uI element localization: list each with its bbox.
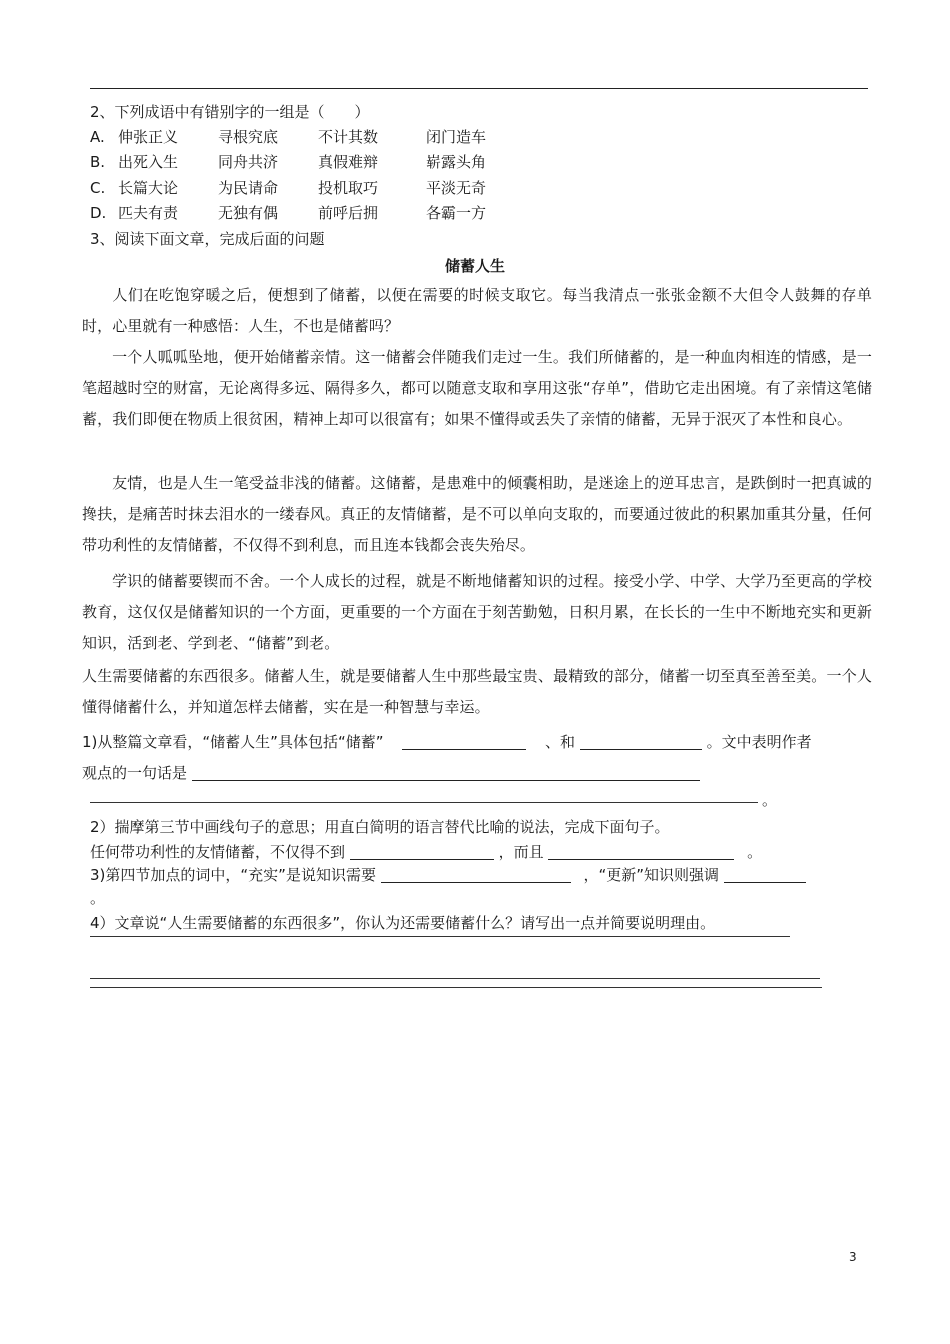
option-idiom: 寻根究底 <box>218 128 279 146</box>
sub-question-2-line: 任何带功利性的友情储蓄，不仅得不到 ，而且 。 <box>90 843 763 861</box>
option-idiom: 为民请命 <box>218 179 279 197</box>
sub-question-3-end: 。 <box>90 889 106 907</box>
option-label: A. <box>90 128 105 146</box>
article-title: 储蓄人生 <box>444 257 505 275</box>
sub-question-2-stem: 2）揣摩第三节中画线句子的意思；用直白简明的语言替代比喻的说法，完成下面句子。 <box>90 818 670 836</box>
sub-question-1-line-2: 观点的一句话是 <box>82 763 700 783</box>
article-paragraph-3: 友情，也是人生一笔受益非浅的储蓄。这储蓄，是患难中的倾囊相助，是迷途上的逆耳忠言，是跌倒时一把真诚的搀扶，是痛苦时抹去泪水的一缕春风。真正的友情储蓄，是不可以单向支取的，而要通过彼此的积累加重其分量，任何带功利性的友情储蓄，不仅得不到利息，而且连本钱都会丧失殆尽。 <box>82 474 872 554</box>
option-idiom: 真假难辩 <box>318 153 379 171</box>
article-paragraph-5: 人生需要储蓄的东西很多。储蓄人生，就是要储蓄人生中那些最宝贵、最精致的部分，储蓄一切至真至善至美。一个人懂得储蓄什么，并知道怎样去储蓄，实在是一种智慧与幸运。 <box>82 667 872 716</box>
article-paragraph-1: 人们在吃饱穿暖之后，便想到了储蓄，以便在需要的时候支取它。每当我清点一张张金额不大但令人鼓舞的存单时，心里就有一种感悟：人生，不也是储蓄吗？ <box>82 286 872 335</box>
option-idiom: 投机取巧 <box>318 179 379 197</box>
option-idiom: 无独有偶 <box>218 204 279 222</box>
option-label: D. <box>90 204 107 222</box>
header-rule <box>90 88 868 89</box>
page-number: 3 <box>849 1250 857 1264</box>
option-idiom: 伸张正义 <box>118 128 179 146</box>
answer-line-10[interactable] <box>90 978 820 979</box>
article-paragraph-4: 学识的储蓄要锲而不舍。一个人成长的过程，就是不断地储蓄知识的过程。接受小学、中学、大学乃至更高的学校教育，这仅仅是储蓄知识的一个方面，更重要的一个方面在于刻苦勤勉，日积月累，在长长的一生中不断地充实和更新知识，活到老、学到老、“储蓄”到老。 <box>82 572 872 652</box>
question-3-stem: 3、阅读下面文章，完成后面的问题 <box>90 230 325 248</box>
option-idiom: 平淡无奇 <box>426 179 487 197</box>
answer-line-9[interactable] <box>90 936 790 937</box>
question-2-stem: 2、下列成语中有错别字的一组是（ ） <box>90 103 370 121</box>
answer-blank-7[interactable] <box>381 866 571 883</box>
option-idiom: 闭门造车 <box>426 128 487 146</box>
option-idiom: 不计其数 <box>318 128 379 146</box>
sub-question-4-stem: 4）文章说“人生需要储蓄的东西很多”，你认为还需要储蓄什么？请写出一点并简要说明理由。 <box>90 914 716 932</box>
article-paragraph-2: 一个人呱呱坠地，便开始储蓄亲情。这一储蓄会伴随我们走过一生。我们所储蓄的，是一种血肉相连的情感，是一笔超越时空的财富，无论离得多远、隔得多久，都可以随意支取和享用这张“存单”，借助它走出困境。有了亲情这笔储蓄，我们即便在物质上很贫困，精神上却可以很富有；如果不懂得或丢失了亲情的储蓄，无异于泯灭了本性和良心。 <box>82 348 872 428</box>
answer-blank-1[interactable] <box>402 733 526 750</box>
option-idiom: 匹夫有责 <box>118 204 179 222</box>
answer-blank-8[interactable] <box>724 866 806 883</box>
option-idiom: 同舟共济 <box>218 153 279 171</box>
option-label: C. <box>90 179 106 197</box>
sub-question-1-end: 。 <box>762 791 778 809</box>
option-idiom: 前呼后拥 <box>318 204 379 222</box>
option-label: B. <box>90 153 106 171</box>
answer-blank-6[interactable] <box>548 843 734 860</box>
answer-line-4[interactable] <box>90 802 758 803</box>
answer-blank-2[interactable] <box>580 733 702 750</box>
option-idiom: 长篇大论 <box>118 179 179 197</box>
option-idiom: 出死入生 <box>118 153 179 171</box>
answer-line-11[interactable] <box>90 987 822 988</box>
option-idiom: 各霸一方 <box>426 204 487 222</box>
answer-blank-3[interactable] <box>192 764 700 781</box>
sub-question-1-line-1: 1)从整篇文章看，“储蓄人生”具体包括“储蓄” 、和 。文中表明作者 <box>82 733 812 751</box>
option-idiom: 崭露头角 <box>426 153 487 171</box>
answer-blank-5[interactable] <box>350 843 494 860</box>
sub-question-3-line: 3)第四节加点的词中，“充实”是说知识需要 ，“更新”知识则强调 <box>90 865 806 885</box>
